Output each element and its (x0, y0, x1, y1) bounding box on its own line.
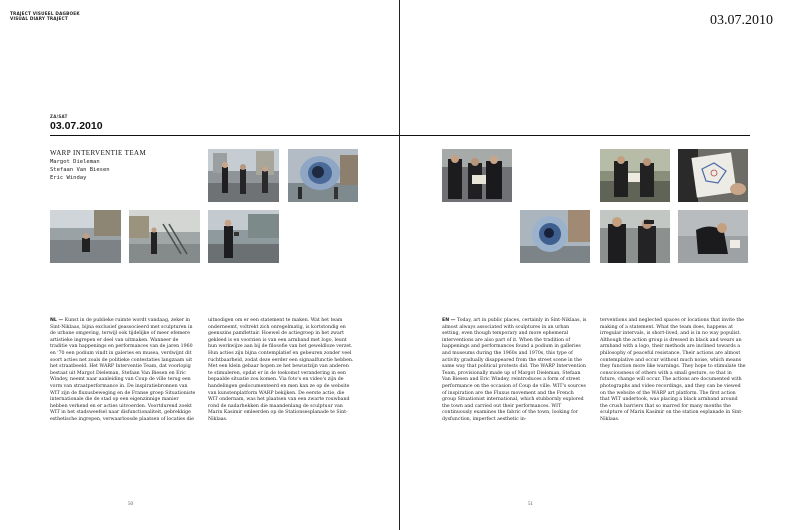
photo-man-with-sketch (600, 149, 670, 202)
photo-man-crouching (50, 210, 121, 263)
photo-men-examining-map (442, 149, 512, 202)
page-number-left: 50 (128, 502, 133, 507)
project-header (10, 11, 80, 21)
page-spine (399, 0, 400, 530)
photo-men-on-square (208, 149, 279, 202)
team-title: WARP INTERVENTIE TEAM (50, 149, 147, 157)
text-body-nl-1: Kunst in de publieke ruimte wordt vandaag, zeker in Sint-Niklaas, bijna exclusief geassocieerd met sculpturen in de urbane omgeving, terwijl ook tijdelijke of meer efemere artistieke ingrepen er deel van uitmaken. Wanneer de traditie van happenings en performances van de jaren 1960 en '70 een podium vindt in galeries en musea, verdwijnt dit soort acties net zoals de politieke contestaties langzaam uit het straatbeeld. Het WARP Interventie Team, dat voorlopig bestaat uit Margot Dieleman, Stefaan Van Biesen en Eric Windey, neemt naar aanleiding van Coup de ville terug een vorm van straatperformance in. De inspiratiebronnen van WIT zijn de fluxusbeweging en de Franse groep Situationiste internationale die de stad op een eigenzinnige manier hebben verkend en er acties uitvoerden. Voortdurend zoekt WIT in het stadsweefsel naar disfunctionaliteit, gebrekkige esthetische ingrepen, verwaarloosde plaatsen of locaties die (50, 318, 196, 422)
text-column-en-1 (442, 318, 588, 424)
member-name: Stefaan Van Biesen (50, 167, 110, 173)
member-name: Margot Dieleman (50, 159, 100, 165)
text-lead-nl: NL — (50, 318, 64, 323)
text-column-nl-1 (50, 318, 196, 424)
photo-blue-sculpture-close-up (520, 210, 590, 263)
photo-two-men-talking (600, 210, 670, 263)
header-date: 03.07.2010 (710, 13, 773, 28)
project-line-nl: TRAJECT VISUEEL DAGBOEK (10, 11, 80, 16)
member-name: Eric Winday (50, 175, 87, 181)
right-divider-rule (400, 135, 750, 136)
photo-hands-holding-drawing (678, 149, 748, 202)
photo-man-with-camera (208, 210, 279, 263)
project-line-en: VISUAL DIARY TRAJECT (10, 16, 68, 21)
left-divider-rule (50, 135, 399, 136)
text-column-en-2 (600, 318, 746, 424)
day-tag: ZA/SAT (50, 114, 68, 119)
text-column-nl-2 (208, 318, 354, 424)
photo-men-near-barrier (129, 210, 200, 263)
right-page (400, 0, 800, 530)
text-body-nl-2: uitnodigen om er een statement te maken. Wat het team onderneemt, voltrekt zich onregelmatig, is kortstondig en geenszins pamflettair. Hoewel de actiegroep in het zwart gekleed is en voorzien is van een armband met logo, leunt hun werkwijze aan bij de filosofie van het geweldloze verzet. Hun acties zijn bijna contemplatief en gebeuren zonder veel ruchtbaarheid, zodat deze eerder een signaalfunctie hebben. Met een klein gebaar hopen ze het bewustzijn van anderen te stimuleren, opdat er in de toekomst verandering in een bepaalde situatie zou komen. Via foto's en video's zijn de handelingen gedocumenteerd en men kan ze op de website van kunstenplatform WARP bekijken. De eerste actie, die WIT ondernam, was het plaatsen van een zwarte rouwband rond de nadarhekken die maandenlang de sculptuur van Marin Kasimir omleerden op de Stationsesplanade te Sint-Niklaas. (208, 318, 354, 422)
text-body-en-1: Today, art in public places, certainly in Sint-Niklaas, is almost always associated with sculptures in an urban setting, even though temporary and more ephemeral interventions are also part of it. When the tradition of happenings and performances found a podium in galleries and museums during the 1960s and 1970s, this type of activity gradually disappeared from the street scene in the same way that political protests did. The WARP Intervention Team, provisionally made up of Margot Dieleman, Stefaan Van Biesen and Eric Windey, reintroduces a form of street performance on the occasion of Coup de ville. WIT's sources of inspiration are the Fluxus movement and the French group Situationist international, which stubbornly explored the town and carried out their performances. WIT continuously examines the fabric of the town, looking for dysfunction, imperfect aesthetic in- (442, 318, 587, 422)
photo-blue-sculpture-disc (288, 149, 358, 202)
page-number-right: 51 (528, 502, 533, 507)
photo-man-crouching-black-suit (678, 210, 748, 263)
entry-date: 03.07.2010 (50, 120, 103, 132)
text-lead-en: EN — (442, 318, 456, 323)
text-body-en-2: terventions and neglected spaces or locations that invite the making of a statement. What the team does, happens at irregular intervals, is short-lived, and is in no way populist. Although the action group is dressed in black and wears an armband with a logo, their methods are inclined towards a philosophy of peaceful resistance. Their actions are almost contemplative and occur without much noise, which means they function more like warnings. They hope to stimulate the consciousness of others with a small gesture, so that in future, change will occur. The actions are documented with photographs and video recordings, and they can be viewed on the website of the WARP art platform. The first action that WIT undertook, was placing a black armband around the crush barriers that so marred for many months the sculpture of Marin Kasimir on the station esplanade in Sint-Niklaas. (600, 318, 746, 422)
